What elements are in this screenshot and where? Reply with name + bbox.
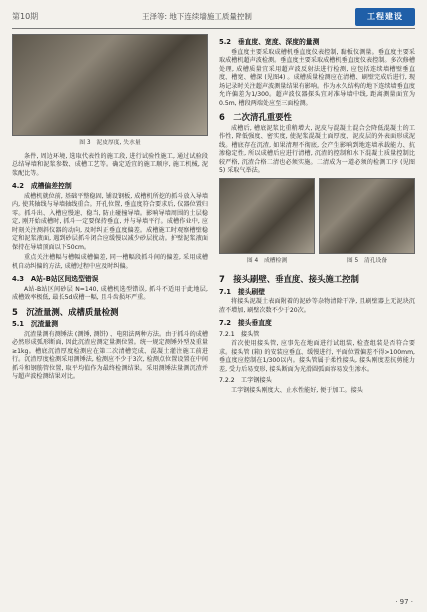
figure-4-caption: 图 4 成槽检测 — [246, 257, 288, 264]
figure-3-photo — [12, 34, 208, 136]
paragraph: 重点关注槽幅与槽幅成槽偏差, 同一槽幅段抓斗间的偏差, 采用成槽机自动纠偏的方法, 成槽过程中应及时纠偏。 — [12, 254, 208, 270]
section-heading: 7.1 接头刷壁 — [219, 287, 266, 296]
journal-logo: 工程建设 — [355, 8, 415, 26]
section-heading: 4.2 成槽偏差控制 — [12, 182, 72, 190]
section-heading: 6 二次清孔重要性 — [219, 112, 292, 122]
paragraph: 成槽机就位前, 基础平整稳固, 铺设钢板, 成槽机所挖的抓斗放入导墙内, 使其轴线与导墙轴线重合。开孔位置, 垂直度符合要求后, 仪器位置归零。抓斗出、入槽应慢速、稳当, 防止碰撞导墙。影响导墙周围的土层稳定, 刚开始成槽时, 抓斗一定要保持垂直, 并与导墙平行。成槽作业中, 应时刻关注测斜仪器的动向, 及时纠正垂直度偏差。成槽施工时观察槽壁稳定和泥浆液面, 遇到砂层抓斗闭合应缓慢以减少砂层扰动。护壁泥浆液面保持在导墙顶面以下50cm。 — [12, 192, 208, 251]
section-heading: 5 沉渣量测、成槽质量检测 — [12, 306, 119, 317]
subsection-heading: 7.2.2 工字钢接头 — [219, 377, 272, 384]
figure-4-photo — [219, 178, 315, 254]
right-column — [219, 34, 415, 397]
section-heading: 5.1 沉渣量测 — [12, 320, 59, 328]
figure-row — [219, 178, 415, 271]
section-heading: 5.2 垂直度、宽度、深度的量测 — [219, 38, 320, 46]
section-heading: 4.3 A站-B站区间选型错误 — [12, 275, 99, 283]
header-rule — [12, 28, 415, 29]
paragraph: 将接头泥凝土表面附着的泥砂等杂物清除干净, 且刷壁器上无泥块沉渣不增加, 刷壁次数不少于20次。 — [219, 298, 415, 314]
page-number: · 97 · — [395, 598, 413, 606]
paragraph: 首次使用接头管, 应事先在地面进行试组装, 检查组装是否符合要求。接头管 (箱) 的安装应垂直、缓慢进行, 平面位置偏差不得>100mm, 垂直度应控制在1/300以内。接头管属于柔性接头, 接头刚度差抗剪能力差, 受力后易变形, 接头断面为光滑圆弧面容易发生渗水。 — [219, 340, 415, 373]
section-heading: 7.2 接头垂直度 — [219, 319, 272, 327]
paragraph: 成槽后, 槽底泥浆比重稍增大, 泥皮与混凝土混合会降低混凝土的工作性, 降低强度、密实度, 使泥浆混凝土面厚度、泥皮层的外表面形成泥线。槽底存在沉渣, 如果清理不彻底, 会产生影响到地连墙承载能力、抗渗稳定性, 所以成槽后应进行清槽, 沉渣的控制和水下混凝土质量控制比较严格, 沉渣合格二清也必须实施。二清成为一道必须的检测工序 (见图5) 采取气举法。 — [219, 124, 415, 174]
paragraph: 工字钢接头刚度大、止水性能好, 便于加工。接头 — [231, 386, 363, 394]
left-column — [12, 34, 208, 384]
figure-4 — [219, 178, 315, 271]
section-heading: 7 接头刷壁、垂直度、接头施工控制 — [219, 274, 359, 284]
subsection-heading: 7.2.1 接头管 — [219, 330, 260, 338]
issue-number: 第10期 — [12, 12, 39, 21]
running-header — [12, 6, 415, 30]
figure-3-caption: 图 3 泥皮厚度, 失水量 — [79, 140, 141, 146]
figure-5-photo — [319, 178, 415, 254]
paragraph: 垂直度主要采取成槽机垂直度仪表控制, 黏板仪测量。垂直度主要采取成槽机超声波检测。垂直度主要采取成槽机垂直度仪表控制。多次修槽处理, 成槽质量宜采用超声波反射法进行检测, 应包括连续墙槽壁垂直度、槽宽、槽深 (见图4) 。成槽质量检测应在清槽、刷壁完成后进行, 现场记录时关注超声波测量结果有影响。作为永久结构的地下连续墙垂直度允许偏差为1/300。超声波仪器探头宜对准导墙中线, 距离测量面宜为0.5m, 槽段两端处应至三面检测。 — [219, 48, 415, 107]
paragraph: A站-B站区间砂层 N=140, 成槽机选型错误, 抓斗不适用于此地层, 成槽效率极低, 最长5d成槽一幅, 且斗齿损坏严重。 — [12, 285, 208, 301]
figure-5 — [319, 178, 415, 271]
paragraph: 沉渣量测有测锤法 (测锤, 测饼) 、电阻法两种方法。由于抓斗的成槽必然形成弧形断面, 因此沉渣应测定量测位置。统一规定测锤外型及重量≥1kg。槽底沉渣厚度检测应在第二次清槽完成、混凝土灌注施工前进行。沉渣厚度检测采用测锤法, 检测应不少于3次, 检测点位置设置在中间抓斗和钢筋管位置, 取平均值作为最终检测结果。采用测锤法量测沉渣并与超声波检测结果对比。 — [12, 330, 208, 380]
running-title: 王泽等: 地下连续墙施工质量控制 — [142, 12, 252, 21]
figure-5-caption: 图 5 清孔设备 — [346, 257, 388, 264]
paragraph: 条件, 周边环境, 选取代表性的施工段, 进行试验性施工, 通过试验段总结导墙和泥浆参数、成槽工艺等。确定适宜的施工顺序, 施工机械, 泥浆配比等。 — [12, 152, 208, 177]
